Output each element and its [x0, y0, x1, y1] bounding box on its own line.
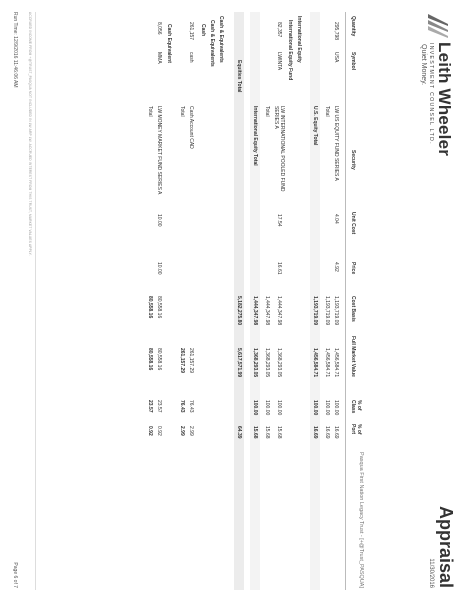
equities-total-market-value: 5,617,571.99 [236, 348, 242, 378]
cell-pct-port: 15.68 [276, 426, 282, 439]
tagline: Quiet Money. [420, 44, 427, 86]
group-heading: Cash Equivalent [166, 24, 172, 63]
subtotal-label: U.S. Equity Total [312, 106, 318, 146]
cell-symbol: LWINTA [276, 52, 282, 71]
cell-quantity: 82,357 [276, 22, 282, 38]
cell-quantity: 8,056 [156, 22, 162, 35]
cell-pct-port: 2.99 [188, 426, 194, 436]
row-total-label: Total [147, 106, 153, 117]
cell-unit-cost: 17.54 [276, 214, 282, 227]
total-cost-basis: 80,558.16 [147, 296, 153, 319]
total-pct-class: 76.43 [179, 400, 185, 413]
cell-symbol: MMA [156, 52, 162, 64]
equities-total-cost-basis: 5,182,275.80 [236, 296, 242, 326]
subtotal-cost-basis: 1,193,719.09 [312, 296, 318, 326]
cell-pct-class: 100.00 [276, 400, 282, 416]
section-heading: International Equity [296, 16, 302, 63]
logo-name: Leith Wheeler [435, 42, 454, 157]
subtotal-market-value: 1,368,293.05 [252, 348, 258, 378]
cell-unit-cost: 4.04 [333, 214, 339, 224]
col-symbol: Symbol [350, 52, 356, 71]
cell-cost-basis: 80,558.16 [156, 296, 162, 319]
total-market-value: 1,368,293.05 [264, 348, 270, 378]
row-total-label: Total [179, 106, 185, 117]
col-price: Price [350, 262, 356, 275]
cell-pct-port: 0.92 [156, 426, 162, 436]
subtotal-market-value: 1,456,584.71 [312, 348, 318, 378]
cell-pct-class: 100.00 [333, 400, 339, 416]
col-market-value: Full Market Value [350, 336, 356, 377]
section-heading: Cash & Equivalents [218, 16, 224, 63]
cell-security: LW US EQUITY FUND SERIES A [333, 106, 339, 181]
col-pct-port: % of Port [350, 424, 362, 435]
col-pct-class: % of Class [350, 400, 362, 414]
total-pct-port: 16.69 [324, 426, 330, 439]
total-pct-class: 100.00 [324, 400, 330, 416]
total-pct-class: 23.57 [147, 400, 153, 413]
cell-market-value: 80,558.16 [156, 348, 162, 371]
cell-security: LW INTERNATIONAL POOLED FUND [279, 106, 285, 192]
header-rule [345, 12, 346, 590]
run-time: Run Time: 12/9/2016 11:46:06 AM [12, 12, 18, 88]
cell-price: 16.61 [276, 262, 282, 275]
equities-total-pct-port: 64.39 [236, 426, 242, 439]
col-security: Security [350, 150, 356, 170]
cell-pct-class: 23.57 [156, 400, 162, 413]
cell-market-value: 1,368,293.05 [276, 348, 282, 378]
cell-pct-port: 16.69 [333, 426, 339, 439]
subtotal-label: International Equity Total [252, 106, 258, 166]
cell-pct-class: 76.43 [188, 400, 194, 413]
portfolio-name: Pasqua First Nation Legacy Trust - [+@Trust_PASQUA] [358, 452, 364, 588]
cell-security: LW MONEY MARKET FUND SERIES A [156, 106, 162, 195]
company-logo [414, 12, 456, 172]
cell-market-value: 1,456,584.71 [333, 348, 339, 378]
row-total-label: Total [264, 106, 270, 117]
equities-total-label: Equities Total [236, 60, 242, 93]
group-heading: Cash [200, 24, 206, 37]
total-cost-basis: 1,444,347.98 [264, 296, 270, 326]
page-number: Page 6 of 7 [12, 562, 18, 588]
cell-cost-basis: 1,444,347.98 [276, 296, 282, 326]
footer-rule [35, 12, 36, 590]
subtotal-pct-port: 15.68 [252, 426, 258, 439]
cell-security: Cash Account CAD [188, 106, 194, 149]
cell-price: 10.00 [156, 262, 162, 275]
total-pct-class: 100.00 [264, 400, 270, 416]
total-pct-port: 2.99 [179, 426, 185, 436]
cell-quantity: 295,798 [333, 22, 339, 41]
subsection-heading: International Equity Fund [287, 20, 293, 81]
cell-cost-basis: 1,193,719.09 [333, 296, 339, 326]
cell-quantity: 261,157 [188, 22, 194, 41]
total-pct-port: 15.68 [264, 426, 270, 439]
cell-unit-cost: 10.00 [156, 214, 162, 227]
cell-security-line2: SERIES A [273, 106, 279, 129]
subtotal-pct-class: 100.00 [312, 400, 318, 416]
cell-market-value: 261,157.29 [188, 348, 194, 374]
subtotal-cost-basis: 1,444,347.98 [252, 296, 258, 326]
cell-price: 4.92 [333, 262, 339, 272]
col-quantity: Quantity [350, 16, 356, 37]
col-cost-basis: Cost Basis [350, 296, 356, 322]
total-cost-basis: 1,193,719.09 [324, 296, 330, 326]
logo-mark-icon [426, 12, 452, 38]
disclaimer-text: ACCRUED INCOME FROM +@TRUST_PASQUA NOT INCLUDED IN LW ARP LW. ACCRUED INTEREST FROM THIS TRUST, MARKET VALUES APPLY. [28, 12, 32, 256]
subsection-heading: Cash & Equivalents [209, 20, 215, 67]
logo-subtitle: INVESTMENT COUNSEL LTD. [428, 43, 434, 145]
cell-symbol: USA [333, 52, 339, 63]
page-title: Appraisal [436, 505, 456, 588]
total-pct-port: 0.92 [147, 426, 153, 436]
total-market-value: 261,157.29 [179, 348, 185, 374]
row-total-label: Total [324, 106, 330, 117]
subtotal-pct-port: 16.69 [312, 426, 318, 439]
subtotal-pct-class: 100.00 [252, 400, 258, 416]
report-date: 11/30/2016 [428, 558, 434, 588]
total-market-value: 80,558.16 [147, 348, 153, 371]
total-market-value: 1,456,584.71 [324, 348, 330, 378]
col-unit-cost: Unit Cost [350, 212, 356, 235]
cell-symbol: cash [188, 52, 194, 63]
